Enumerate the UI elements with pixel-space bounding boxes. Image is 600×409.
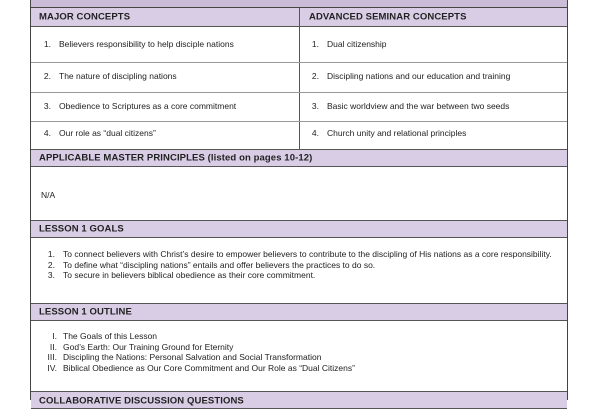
major-concepts-heading: MAJOR CONCEPTS xyxy=(39,11,131,23)
goal-item: 3. To secure in believers biblical obedience as their core commitment. xyxy=(47,270,316,280)
top-band xyxy=(31,0,567,8)
concept-row-divider xyxy=(31,121,567,122)
major-concept-item: 1. Believers responsibility to help disciple nations xyxy=(43,39,234,49)
master-principles-header xyxy=(31,149,567,167)
concept-row-divider xyxy=(31,92,567,93)
major-concept-item: 2. The nature of discipling nations xyxy=(43,71,177,81)
outline-item: IV. Biblical Obedience as Our Core Commitment and Our Role as “Dual Citizens” xyxy=(47,362,355,373)
goals-header xyxy=(31,220,567,238)
discussion-header xyxy=(31,391,567,409)
goals-list xyxy=(39,249,554,281)
outline-item: III. Discipling the Nations: Personal Salvation and Social Transformation xyxy=(47,352,322,362)
goal-item: 2. To define what “discipling nations” entails and offer believers the practices to do so. xyxy=(47,259,376,270)
major-concept-item: 4. Our role as “dual citizens” xyxy=(43,128,156,138)
advanced-concept-item: 1. Dual citizenship xyxy=(311,39,387,49)
master-principles-heading: APPLICABLE MASTER PRINCIPLES xyxy=(39,152,205,164)
discussion-heading: COLLABORATIVE DISCUSSION QUESTIONS xyxy=(39,395,244,407)
outline-header xyxy=(31,303,567,321)
goals-heading: LESSON 1 GOALS xyxy=(39,223,124,235)
outline-heading: LESSON 1 OUTLINE xyxy=(39,306,132,318)
advanced-concept-item: 4. Church unity and relational principles xyxy=(311,128,467,138)
master-principles-note: (listed on pages 10-12) xyxy=(207,152,313,164)
goal-item: 1. To connect believers with Christ’s desire to empower believers to contribute to the discipling of His nations as a core responsibility. xyxy=(47,249,552,259)
major-concept-item: 3. Obedience to Scriptures as a core commitment xyxy=(43,101,237,111)
advanced-concepts-heading: ADVANCED SEMINAR CONCEPTS xyxy=(309,11,467,23)
master-principles-value: N/A xyxy=(41,190,56,200)
outline-item: II. God’s Earth: Our Training Ground for Eternity xyxy=(49,341,234,352)
lesson-sheet xyxy=(30,0,568,407)
advanced-concept-item: 2. Discipling nations and our education and training xyxy=(311,71,511,81)
concept-row-divider xyxy=(31,62,567,63)
outline-list xyxy=(39,331,554,373)
advanced-concept-item: 3. Basic worldview and the war between two seeds xyxy=(311,101,510,111)
outline-item: I. The Goals of this Lesson xyxy=(52,331,158,341)
